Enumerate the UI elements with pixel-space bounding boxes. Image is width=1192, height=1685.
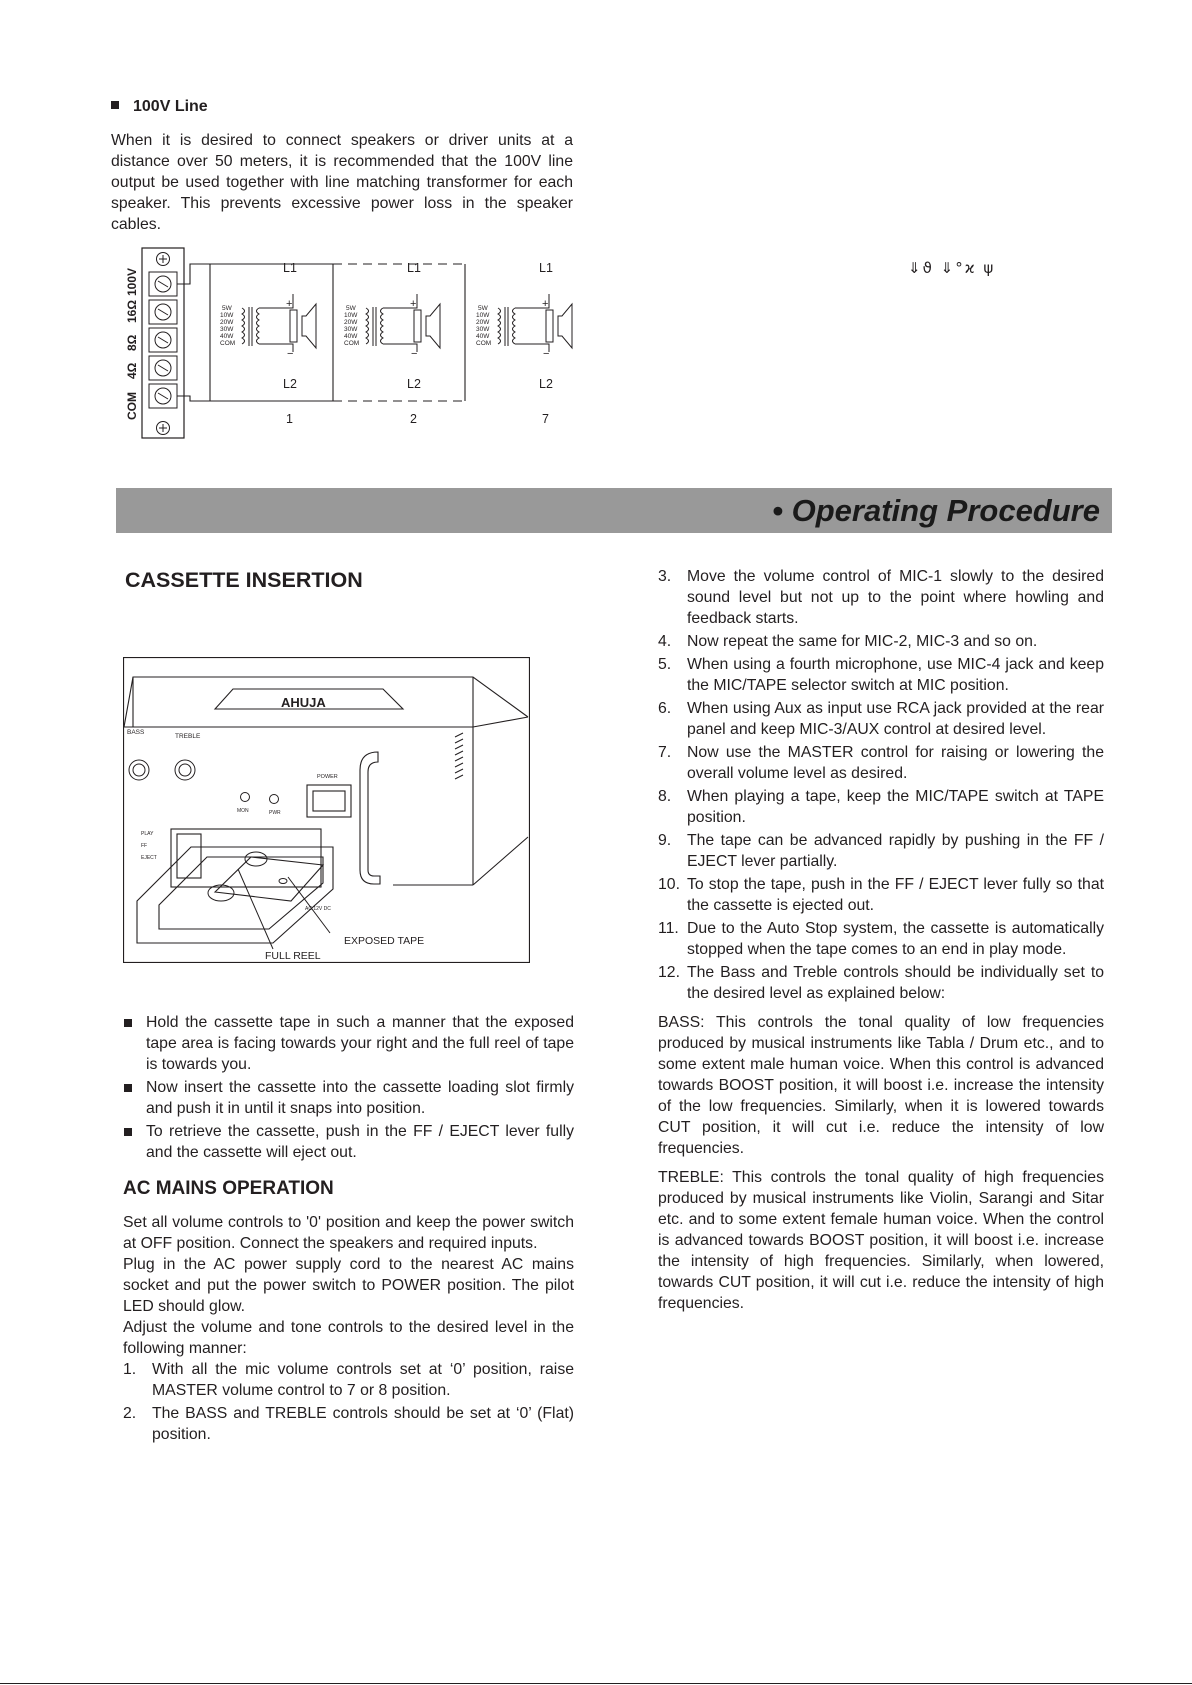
exposed-tape-label: EXPOSED TAPE — [344, 935, 425, 947]
list-item: 8. When playing a tape, keep the MIC/TAPE switch at TAPE position. — [658, 788, 1104, 826]
list-item: 12. The Bass and Treble controls should be individually set to the desired level as explained below: — [658, 964, 1104, 1002]
list-item: Now insert the cassette into the cassette loading slot firmly and push it in until it snaps into position. — [123, 1077, 574, 1119]
svg-text:L2: L2 — [407, 377, 421, 391]
speaker-unit-7 — [476, 261, 572, 426]
list-item: 11. Due to the Auto Stop system, the cassette is automatically stopped when the tape comes to an end in play mode. — [658, 920, 1104, 958]
bass-label: BASS — [127, 729, 145, 736]
square-bullet-icon — [124, 1084, 132, 1092]
ac-mains-paragraph: Adjust the volume and tone controls to the desired level in the following manner: — [123, 1319, 574, 1357]
terminal-label-4ohm: 4Ω — [125, 362, 139, 379]
svg-text:COM: COM — [220, 340, 236, 347]
garbled-glyph-text: ⇓ϑ ⇓°ϰ ψ — [908, 259, 996, 277]
pwr-label: PWR — [269, 810, 281, 816]
svg-text:40W: 40W — [344, 333, 358, 340]
cassette-deck-figure — [123, 657, 530, 963]
steps-list-right — [658, 566, 1104, 1004]
svg-text:L1: L1 — [407, 261, 421, 275]
svg-text:20W: 20W — [220, 319, 234, 326]
svg-text:5W: 5W — [478, 305, 488, 312]
svg-text:+: + — [542, 298, 549, 310]
svg-text:5W: 5W — [222, 305, 232, 312]
svg-text:7: 7 — [542, 412, 549, 426]
full-reel-label: FULL REEL — [265, 950, 321, 962]
cassette-insertion-heading: CASSETTE INSERTION — [125, 568, 363, 592]
square-bullet-icon — [124, 1128, 132, 1136]
terminal-label-16ohm: 16Ω — [125, 300, 139, 323]
svg-text:COM: COM — [344, 340, 360, 347]
100v-line-schematic — [118, 246, 598, 442]
ac-mains-body — [123, 1212, 574, 1447]
bass-explanation: BASS: This controls the tonal quality of low frequencies produced by musical instruments like Tabla / Drum etc., and to some extent male human voice. When this control is advanced towards BOOST position, it will boost i.e. increase the intensity of the low frequencies. Similarly, when it is lowered towards CUT position, it will cut i.e. reduce the intensity of low frequencies. — [658, 1014, 1104, 1157]
svg-text:20W: 20W — [344, 319, 358, 326]
list-item: 6. When using Aux as input use RCA jack provided at the rear panel and keep MIC-3/AUX control at desired level. — [658, 700, 1104, 738]
power-label: POWER — [317, 774, 338, 780]
square-bullet-icon — [111, 101, 119, 109]
ac-mains-paragraph: Plug in the AC power supply cord to the nearest AC mains socket and put the power switch to POWER position. The pilot LED should glow. — [123, 1256, 574, 1315]
eject-label: EJECT — [141, 855, 157, 861]
ac-mains-paragraph: Set all volume controls to '0' position and keep the power switch at OFF position. Connect the speakers and required inputs. — [123, 1214, 574, 1252]
list-item: To retrieve the cassette, push in the FF / EJECT lever fully and the cassette will eject out. — [123, 1121, 574, 1163]
list-item: 1. With all the mic volume controls set at ‘0’ position, raise MASTER volume control to 7 or 8 position. — [123, 1361, 574, 1399]
svg-text:30W: 30W — [344, 326, 358, 333]
terminal-label-com: COM — [125, 392, 139, 420]
terminal-label-100v: 100V — [125, 267, 139, 296]
list-item: 3. Move the volume control of MIC-1 slowly to the desired sound level but not up to the point where howling and feedback starts. — [658, 568, 1104, 627]
section-heading-100v-line — [111, 98, 208, 116]
svg-text:2: 2 — [410, 412, 417, 426]
100v-line-description: When it is desired to connect speakers or driver units at a distance over 50 meters, it is recommended that the 100V line output be used together with line matching transformer for each speaker. This prevents excessive power loss in the speaker cables. — [111, 132, 573, 233]
svg-text:5W: 5W — [346, 305, 356, 312]
cassette-steps-list — [123, 1012, 574, 1165]
treble-label: TREBLE — [175, 733, 201, 740]
svg-text:−: − — [543, 348, 550, 360]
ff-label: FF — [141, 843, 148, 849]
svg-text:1: 1 — [286, 412, 293, 426]
svg-text:COM: COM — [476, 340, 492, 347]
svg-text:20W: 20W — [476, 319, 490, 326]
right-column — [658, 566, 1104, 1314]
list-item: 5. When using a fourth microphone, use MIC-4 jack and keep the MIC/TAPE selector switch at MIC position. — [658, 656, 1104, 694]
svg-text:L2: L2 — [539, 377, 553, 391]
section-banner — [116, 488, 1112, 533]
list-item: Hold the cassette tape in such a manner that the exposed tape area is facing towards your right and the full reel of tape is towards you. — [123, 1012, 574, 1075]
svg-text:30W: 30W — [220, 326, 234, 333]
bottom-rule — [0, 1683, 1192, 1684]
heading-text: 100V Line — [133, 98, 208, 115]
svg-text:30W: 30W — [476, 326, 490, 333]
play-label: PLAY — [141, 831, 154, 837]
svg-text:10W: 10W — [220, 312, 234, 319]
list-item: 7. Now use the MASTER control for raising or lowering the overall volume level as desired. — [658, 744, 1104, 782]
list-item: 4. Now repeat the same for MIC-2, MIC-3 and so on. — [658, 633, 1038, 650]
svg-text:40W: 40W — [220, 333, 234, 340]
svg-text:+: + — [286, 298, 293, 310]
svg-text:L1: L1 — [283, 261, 297, 275]
terminal-label-8ohm: 8Ω — [125, 334, 139, 351]
list-item: 9. The tape can be advanced rapidly by pushing in the FF / EJECT lever partially. — [658, 832, 1104, 870]
list-item: 2. The BASS and TREBLE controls should be set at ‘0’ (Flat) position. — [123, 1405, 574, 1443]
svg-text:10W: 10W — [344, 312, 358, 319]
svg-text:+: + — [410, 298, 417, 310]
square-bullet-icon — [124, 1019, 132, 1027]
svg-text:L2: L2 — [283, 377, 297, 391]
svg-text:−: − — [411, 348, 418, 360]
svg-text:L1: L1 — [539, 261, 553, 275]
brand-logo: AHUJA — [281, 695, 326, 710]
figure-frame — [124, 658, 530, 963]
steps-list-left — [123, 1359, 574, 1445]
banner-title: • Operating Procedure — [772, 493, 1100, 528]
ac-mains-heading: AC MAINS OPERATION — [123, 1178, 334, 1199]
terminal-screws — [149, 253, 177, 435]
svg-text:40W: 40W — [476, 333, 490, 340]
svg-text:10W: 10W — [476, 312, 490, 319]
mon-label: MON — [237, 808, 249, 814]
list-item: 10. To stop the tape, push in the FF / EJECT lever fully so that the cassette is ejected out. — [658, 876, 1104, 914]
ac-dc-label: AC 12V DC — [305, 906, 331, 912]
treble-explanation: TREBLE: This controls the tonal quality of high frequencies produced by musical instruments like Violin, Sarangi and Sitar etc. and to some extent female human voice. When the control is advanced towards BOOST position, it will boost i.e. increase the intensity of high frequencies. Similarly, when lowered, towards CUT position, it will cut i.e. reduce the intensity of high frequencies. — [658, 1169, 1104, 1312]
svg-text:−: − — [287, 348, 294, 360]
